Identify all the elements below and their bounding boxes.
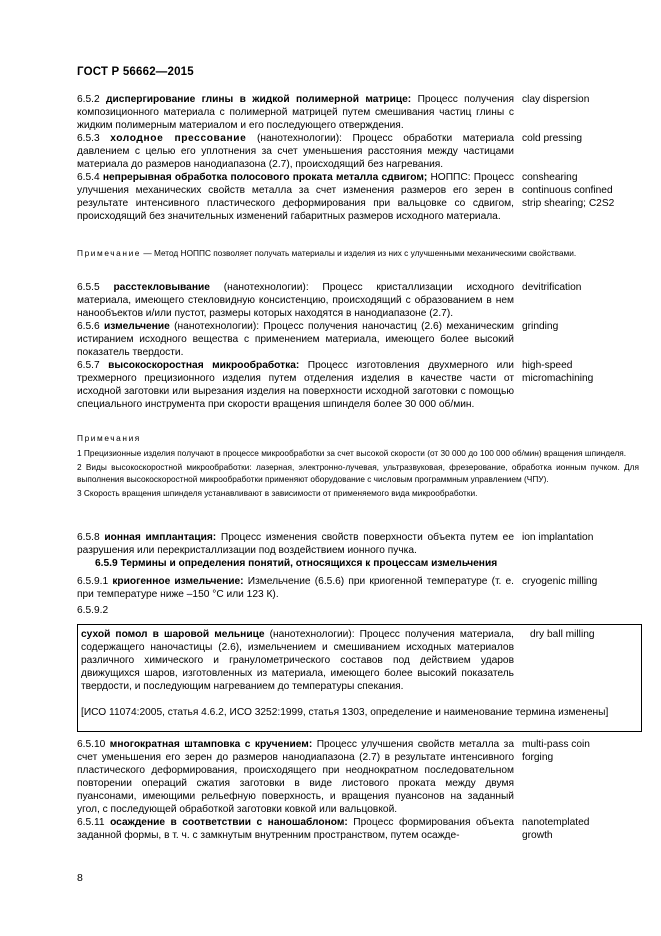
clause-number: 6.5.5 bbox=[77, 282, 100, 293]
term-definition: Процесс формирования объекта заданной формы, в т. ч. с замкнутым внутренним пространством, путем осажде- bbox=[77, 817, 514, 841]
english-equivalent: grinding bbox=[522, 321, 559, 332]
section-heading: 6.5.9 Термины и определения понятий, относящихся к процессам измельчения bbox=[95, 558, 498, 569]
clause-number: 6.5.2 bbox=[77, 94, 100, 105]
english-equivalent: nanotemplated growth bbox=[522, 817, 590, 841]
english-equivalent: devitrification bbox=[522, 282, 582, 293]
note-text: — Метод НОППС позволяет получать материалы и изделия из них с улучшенными механическими свойствами. bbox=[143, 248, 577, 258]
term-definition: (нанотехнологии): Процесс получения материала, содержащего наночастицы (2.6), измельчением и смешиванием исходных материалов различного химического и гранулометрического составов под действием ударов движущихся шаров, изготовленных из материала, имеющего более высокий показатель твердости, и последующим нагреванием до температуры спекания. bbox=[81, 629, 514, 692]
clause-number: 6.5.4 bbox=[77, 172, 100, 183]
term-name: холодное прессование bbox=[110, 133, 247, 144]
clause-number: 6.5.3 bbox=[77, 133, 100, 144]
english-equivalent: cryogenic milling bbox=[522, 576, 598, 587]
clause-number: 6.5.11 bbox=[77, 817, 105, 828]
english-equivalent: multi-pass coin forging bbox=[522, 739, 590, 763]
english-equivalent: clay dispersion bbox=[522, 94, 590, 105]
clause-number: 6.5.10 bbox=[77, 739, 106, 750]
term-definition: Процесс получения композиционного материала с полимерной матрицей путем смешивания частиц глины с жидким полимерным материалом и его последующего отверждения. bbox=[77, 94, 514, 131]
term-definition: (нанотехнологии): Процесс кристаллизации исходного материала, имеющего стекловидную консистенцию, происходящий с образованием в нем нанообъектов и/или пустот, размеры которых находятся в нанодиапазоне (2.7). bbox=[77, 282, 514, 319]
term-entry-6-5-9-1 bbox=[77, 576, 514, 602]
term-name: криогенное измельчение: bbox=[112, 576, 244, 587]
term-definition: Измельчение (6.5.6) при криогенной температуре (т. е. при температуре ниже –150 °С или 123 К). bbox=[77, 576, 514, 600]
note bbox=[77, 248, 639, 260]
term-name: измельчение bbox=[104, 321, 170, 332]
term-name: расстекловывание bbox=[113, 282, 210, 293]
clause-number: 6.5.9.2 bbox=[77, 605, 109, 616]
term-entry-6-5-2 bbox=[77, 94, 514, 133]
page-number: 8 bbox=[77, 872, 83, 884]
term-definition: Процесс изготовления двухмерного или трехмерного прецизионного изделия путем отделения изделия в качестве части от исходной заготовки или вырезания изделия на поверхности исходной заготовки с помощью специального инструмента при скорости вращения шпинделя более 30 000 об/мин. bbox=[77, 360, 514, 410]
note-item: 1 Прецизионные изделия получают в процессе микрообработки за счет высокой скорости (от 30 000 до 100 000 об/мин) вращения шпинделя. bbox=[77, 447, 627, 458]
english-equivalent: conshearing continuous confined strip shearing; C2S2 bbox=[522, 172, 615, 209]
term-definition: Процесс улучшения свойств металла за счет уменьшения его зерен до размеров нанодиапазона (2.7) в результате интенсивного пластического деформирования, происходящего при неоднократном последовательном повторении операций сжатия заготовки в виде листового проката между двумя пуансонами, имеющими рельефную поверхность, и вращения пуансонов на заданный угол, с последующей обработкой заготовки ковкой или вальцовкой. bbox=[77, 739, 514, 815]
term-definition: Процесс изменения свойств поверхности объекта путем ее разрушения или перекристаллизации под воздействием ионного пучка. bbox=[77, 532, 514, 556]
term-definition: (нанотехнологии): Процесс получения наночастиц (2.6) механическим истиранием исходного вещества с применением материала, имеющего более высокий показатель твердости. bbox=[77, 321, 514, 358]
term-entry-6-5-6 bbox=[77, 321, 514, 360]
term-definition: НОППС: Процесс улучшения механических свойств металла за счет изменения размеров его зерен в результате интенсивного пластического деформирования при вальцовке со сдвигом, происходящий без значительных изменений габаритных размеров исходного материала. bbox=[77, 172, 514, 222]
term-name: осаждение в соответствии с наношаблоном: bbox=[110, 817, 348, 828]
term-entry-6-5-3 bbox=[77, 133, 514, 172]
english-equivalent: ion implantation bbox=[522, 532, 594, 543]
clause-number: 6.5.6 bbox=[77, 321, 100, 332]
document-header: ГОСТ Р 56662—2015 bbox=[77, 66, 194, 78]
note-item: 2 Виды высокоскоростной микрообработки: лазерная, электронно-лучевая, ультразвуковая, фрезерование, обработка ионным пучком. Для выполнения высокоскоростной микрообработки применяют оборудование с числовым программным управлением (ЧПУ). bbox=[77, 462, 639, 484]
term-entry-6-5-8 bbox=[77, 532, 514, 558]
term-source: [ИСО 11074:2005, статья 4.6.2, ИСО 3252:1999, статья 1303, определение и наименование термина изменены] bbox=[81, 707, 609, 718]
notes-block bbox=[77, 433, 639, 500]
term-name: многократная штамповка с кручением: bbox=[109, 739, 313, 750]
term-name: высокоскоростная микрообработка: bbox=[108, 360, 300, 371]
clause-number: 6.5.8 bbox=[77, 532, 100, 543]
note-label: Примечание bbox=[77, 248, 142, 258]
term-name: диспергирование глины в жидкой полимерной матрице: bbox=[106, 94, 412, 105]
term-entry-6-5-7 bbox=[77, 360, 514, 412]
term-entry-6-5-5 bbox=[77, 282, 514, 321]
term-name: непрерывная обработка полосового проката металла сдвигом; bbox=[102, 172, 428, 183]
clause-number: 6.5.7 bbox=[77, 360, 100, 371]
english-equivalent: dry ball milling bbox=[530, 629, 595, 640]
term-entry-6-5-9-2 bbox=[81, 629, 514, 694]
term-entry-6-5-10 bbox=[77, 739, 514, 816]
term-name: сухой помол в шаровой мельнице bbox=[81, 629, 265, 640]
note-item: 3 Скорость вращения шпинделя устанавливают в зависимости от применяемого вида микрообработки. bbox=[77, 488, 478, 499]
term-definition: (нанотехнологии): Процесс обработки материала давлением с целью его уплотнения за счет уменьшения расстояния между частицами материала до размеров нанодиапазона (2.7), происходящий без нагревания. bbox=[77, 133, 514, 170]
term-entry-6-5-11 bbox=[77, 817, 514, 843]
notes-label: Примечания bbox=[77, 433, 141, 443]
english-equivalent: high-speed micromachining bbox=[522, 360, 594, 384]
clause-number: 6.5.9.1 bbox=[77, 576, 109, 587]
english-equivalent: cold pressing bbox=[522, 133, 583, 144]
term-entry-6-5-4 bbox=[77, 172, 514, 224]
term-name: ионная имплантация: bbox=[104, 532, 217, 543]
